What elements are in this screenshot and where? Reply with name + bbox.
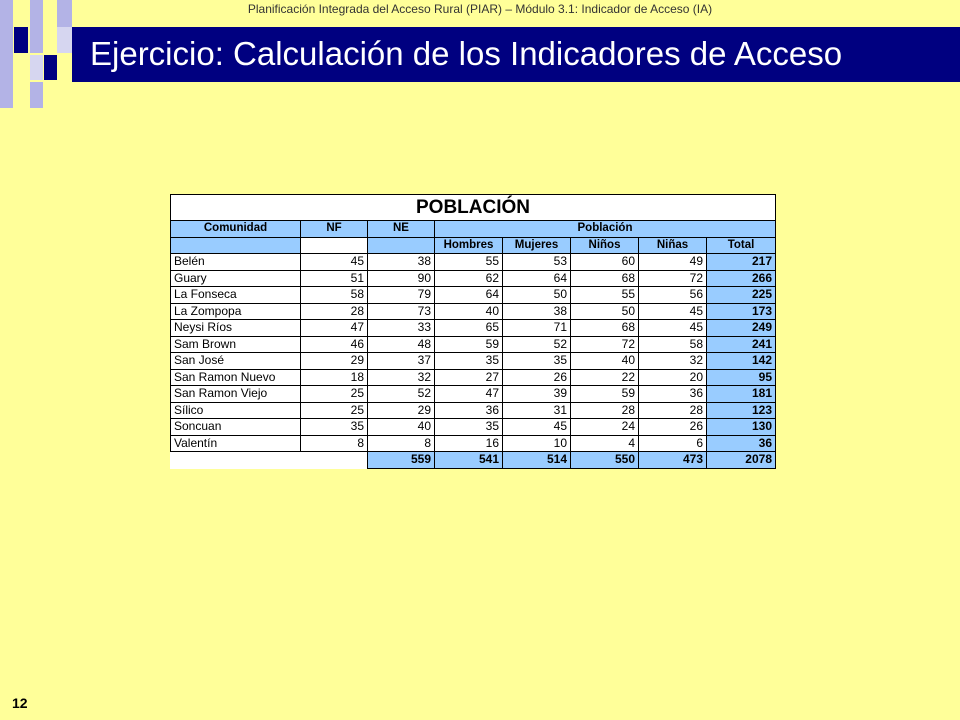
sum-hombres: 541 <box>435 452 503 469</box>
table-row <box>171 254 776 271</box>
cell-name: Guary <box>171 270 301 287</box>
table-row <box>171 386 776 403</box>
decor-square-light-3 <box>57 0 72 27</box>
header-hombres: Hombres <box>435 237 503 254</box>
decor-square-light-6 <box>30 55 43 80</box>
cell-nf: 45 <box>301 254 368 271</box>
cell-ne: 37 <box>368 353 435 370</box>
cell-total: 266 <box>707 270 776 287</box>
cell-mujeres: 31 <box>503 402 571 419</box>
cell-ninos: 24 <box>571 419 639 436</box>
cell-ninas: 58 <box>639 336 707 353</box>
cell-name: Belén <box>171 254 301 271</box>
sum-mujeres: 514 <box>503 452 571 469</box>
header-ne: NE <box>368 221 435 238</box>
table-row <box>171 402 776 419</box>
cell-hombres: 27 <box>435 369 503 386</box>
cell-total: 241 <box>707 336 776 353</box>
header-ninos: Niños <box>571 237 639 254</box>
cell-name: Sam Brown <box>171 336 301 353</box>
cell-nf: 46 <box>301 336 368 353</box>
cell-ne: 8 <box>368 435 435 452</box>
cell-total: 225 <box>707 287 776 304</box>
poblacion-table-container <box>170 194 775 469</box>
title-bar <box>72 27 960 82</box>
cell-ninos: 22 <box>571 369 639 386</box>
cell-ninos: 68 <box>571 270 639 287</box>
cell-ninas: 45 <box>639 320 707 337</box>
table-row <box>171 303 776 320</box>
decor-square-light-5 <box>57 27 72 53</box>
poblacion-table <box>170 194 776 469</box>
cell-mujeres: 26 <box>503 369 571 386</box>
cell-name: San Ramon Viejo <box>171 386 301 403</box>
table-row <box>171 419 776 436</box>
cell-total: 142 <box>707 353 776 370</box>
cell-nf: 35 <box>301 419 368 436</box>
cell-mujeres: 50 <box>503 287 571 304</box>
totals-blank <box>171 452 368 469</box>
cell-ne: 52 <box>368 386 435 403</box>
cell-nf: 58 <box>301 287 368 304</box>
cell-ninos: 40 <box>571 353 639 370</box>
cell-name: San José <box>171 353 301 370</box>
cell-name: La Zompopa <box>171 303 301 320</box>
cell-ninos: 72 <box>571 336 639 353</box>
header-poblacion: Población <box>435 221 776 238</box>
cell-name: La Fonseca <box>171 287 301 304</box>
cell-ninas: 26 <box>639 419 707 436</box>
cell-ninos: 68 <box>571 320 639 337</box>
cell-nf: 18 <box>301 369 368 386</box>
cell-nf: 29 <box>301 353 368 370</box>
cell-ne: 32 <box>368 369 435 386</box>
cell-total: 123 <box>707 402 776 419</box>
cell-hombres: 65 <box>435 320 503 337</box>
cell-ninas: 56 <box>639 287 707 304</box>
header-mujeres: Mujeres <box>503 237 571 254</box>
table-row <box>171 320 776 337</box>
cell-ne: 73 <box>368 303 435 320</box>
cell-ninos: 28 <box>571 402 639 419</box>
cell-ne: 79 <box>368 287 435 304</box>
cell-mujeres: 38 <box>503 303 571 320</box>
cell-mujeres: 53 <box>503 254 571 271</box>
cell-mujeres: 35 <box>503 353 571 370</box>
cell-ninas: 45 <box>639 303 707 320</box>
decor-square-dark-1 <box>14 27 28 53</box>
cell-total: 173 <box>707 303 776 320</box>
cell-hombres: 59 <box>435 336 503 353</box>
cell-mujeres: 10 <box>503 435 571 452</box>
cell-mujeres: 64 <box>503 270 571 287</box>
cell-hombres: 35 <box>435 419 503 436</box>
cell-ninos: 55 <box>571 287 639 304</box>
cell-total: 95 <box>707 369 776 386</box>
sum-ninos: 550 <box>571 452 639 469</box>
cell-mujeres: 45 <box>503 419 571 436</box>
totals-row <box>171 452 776 469</box>
cell-mujeres: 71 <box>503 320 571 337</box>
page-number: 12 <box>12 695 28 711</box>
header-empty-1 <box>171 237 301 254</box>
cell-mujeres: 39 <box>503 386 571 403</box>
cell-name: San Ramon Nuevo <box>171 369 301 386</box>
cell-name: Neysi Ríos <box>171 320 301 337</box>
decor-square-dark-2 <box>44 55 57 80</box>
cell-nf: 28 <box>301 303 368 320</box>
cell-name: Sílico <box>171 402 301 419</box>
cell-ne: 90 <box>368 270 435 287</box>
header-row-1 <box>171 221 776 238</box>
cell-total: 249 <box>707 320 776 337</box>
cell-ne: 29 <box>368 402 435 419</box>
header-nf: NF <box>301 221 368 238</box>
cell-total: 181 <box>707 386 776 403</box>
cell-hombres: 35 <box>435 353 503 370</box>
decor-square-light-2 <box>30 0 43 27</box>
sum-ne: 559 <box>368 452 435 469</box>
cell-ninas: 49 <box>639 254 707 271</box>
slide-subtitle: Planificación Integrada del Acceso Rural (PIAR) – Módulo 3.1: Indicador de Acceso (IA) <box>247 2 713 16</box>
cell-nf: 51 <box>301 270 368 287</box>
header-empty-3 <box>368 237 435 254</box>
cell-ne: 48 <box>368 336 435 353</box>
decor-square-light-1 <box>0 0 13 108</box>
cell-ne: 40 <box>368 419 435 436</box>
table-caption: POBLACIÓN <box>171 195 776 221</box>
cell-hombres: 64 <box>435 287 503 304</box>
table-row <box>171 435 776 452</box>
cell-hombres: 16 <box>435 435 503 452</box>
table-row <box>171 287 776 304</box>
cell-hombres: 36 <box>435 402 503 419</box>
decor-square-light-7 <box>30 82 43 108</box>
cell-hombres: 47 <box>435 386 503 403</box>
cell-hombres: 62 <box>435 270 503 287</box>
cell-ninos: 50 <box>571 303 639 320</box>
cell-ninas: 6 <box>639 435 707 452</box>
decor-square-light-4 <box>30 27 43 53</box>
cell-nf: 8 <box>301 435 368 452</box>
header-ninas: Niñas <box>639 237 707 254</box>
cell-nf: 47 <box>301 320 368 337</box>
cell-hombres: 40 <box>435 303 503 320</box>
sum-total: 2078 <box>707 452 776 469</box>
cell-total: 130 <box>707 419 776 436</box>
header-empty-2 <box>301 237 368 254</box>
cell-ninas: 28 <box>639 402 707 419</box>
cell-ninas: 20 <box>639 369 707 386</box>
cell-ne: 38 <box>368 254 435 271</box>
cell-total: 36 <box>707 435 776 452</box>
cell-ninas: 32 <box>639 353 707 370</box>
cell-total: 217 <box>707 254 776 271</box>
header-row-2 <box>171 237 776 254</box>
cell-ninos: 4 <box>571 435 639 452</box>
header-total: Total <box>707 237 776 254</box>
cell-ne: 33 <box>368 320 435 337</box>
table-row <box>171 353 776 370</box>
page-title: Ejercicio: Calculación de los Indicadores de Acceso <box>90 35 843 72</box>
cell-ninas: 36 <box>639 386 707 403</box>
table-row <box>171 270 776 287</box>
table-caption-row <box>171 195 776 221</box>
cell-name: Valentín <box>171 435 301 452</box>
cell-hombres: 55 <box>435 254 503 271</box>
cell-ninos: 60 <box>571 254 639 271</box>
header-comunidad: Comunidad <box>171 221 301 238</box>
cell-mujeres: 52 <box>503 336 571 353</box>
cell-nf: 25 <box>301 402 368 419</box>
sum-ninas: 473 <box>639 452 707 469</box>
cell-ninos: 59 <box>571 386 639 403</box>
cell-name: Soncuan <box>171 419 301 436</box>
table-row <box>171 336 776 353</box>
table-row <box>171 369 776 386</box>
table-body <box>171 254 776 452</box>
cell-nf: 25 <box>301 386 368 403</box>
cell-ninas: 72 <box>639 270 707 287</box>
